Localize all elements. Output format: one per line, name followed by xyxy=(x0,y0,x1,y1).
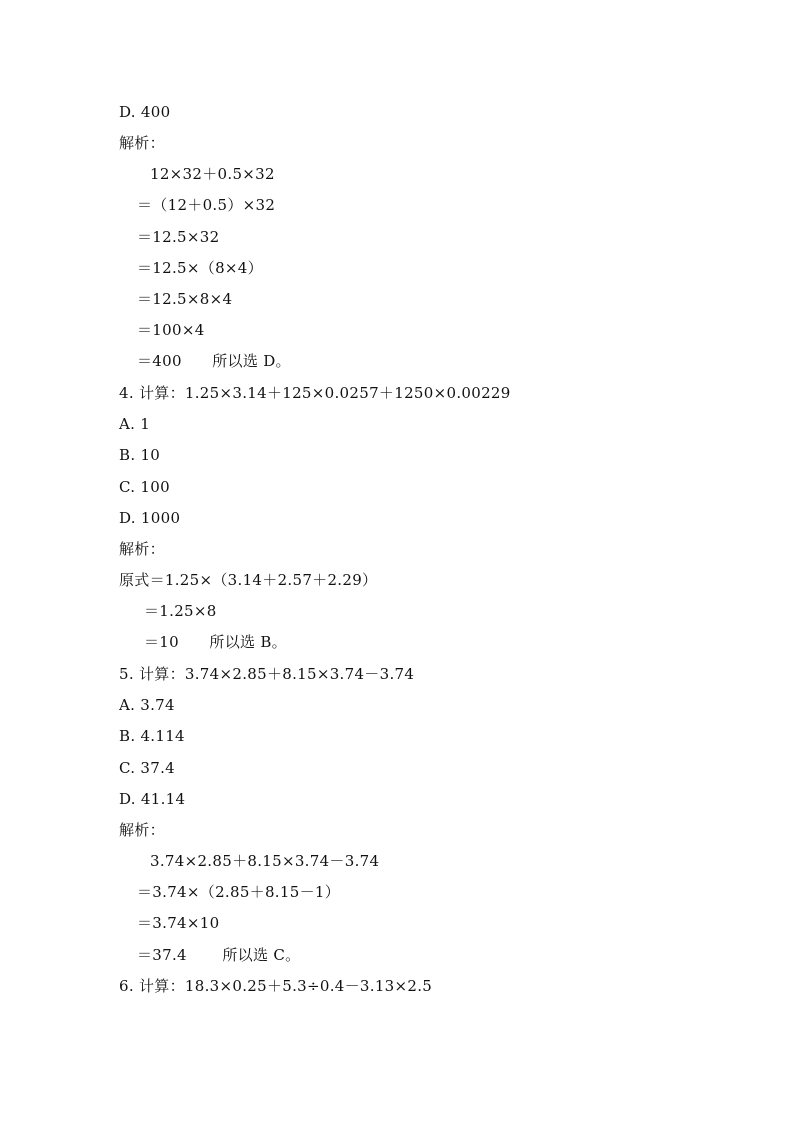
option-d-q5: D. 41.14 xyxy=(119,790,186,808)
solution-step: ＝（12＋0.5）×32 xyxy=(137,196,276,214)
solution-step: ＝3.74×10 xyxy=(137,914,220,932)
solution-answer: ＝10 所以选 B。 xyxy=(144,633,287,651)
analysis-heading-q3: 解析： xyxy=(119,134,165,152)
solution-step: ＝1.25×8 xyxy=(144,602,217,620)
solution-step: ＝3.74×（2.85＋8.15－1） xyxy=(137,883,341,901)
analysis-heading-q4: 解析： xyxy=(119,540,165,558)
solution-step: ＝12.5×8×4 xyxy=(137,290,233,308)
option-a-q5: A. 3.74 xyxy=(119,696,175,714)
option-b-q5: B. 4.114 xyxy=(119,727,185,745)
option-d-q4: D. 1000 xyxy=(119,509,181,527)
solution-answer: ＝37.4 所以选 C。 xyxy=(137,946,301,964)
solution-step: 3.74×2.85＋8.15×3.74－3.74 xyxy=(150,852,380,870)
question-4: 4. 计算：1.25×3.14＋125×0.0257＋1250×0.00229 xyxy=(119,384,511,402)
solution-step: ＝100×4 xyxy=(137,321,205,339)
solution-step: ＝12.5×32 xyxy=(137,228,220,246)
solution-step: ＝12.5×（8×4） xyxy=(137,259,263,277)
analysis-heading-q5: 解析： xyxy=(119,821,165,839)
option-d-q3: D. 400 xyxy=(119,103,171,121)
option-a-q4: A. 1 xyxy=(119,415,151,433)
question-6: 6. 计算：18.3×0.25＋5.3÷0.4－3.13×2.5 xyxy=(119,977,433,995)
question-5: 5. 计算：3.74×2.85＋8.15×3.74－3.74 xyxy=(119,665,415,683)
option-c-q5: C. 37.4 xyxy=(119,759,175,777)
option-c-q4: C. 100 xyxy=(119,478,170,496)
solution-answer: ＝400 所以选 D。 xyxy=(137,352,291,370)
solution-step: 12×32＋0.5×32 xyxy=(150,165,275,183)
solution-step: 原式＝1.25×（3.14＋2.57＋2.29） xyxy=(119,571,378,589)
option-b-q4: B. 10 xyxy=(119,446,161,464)
